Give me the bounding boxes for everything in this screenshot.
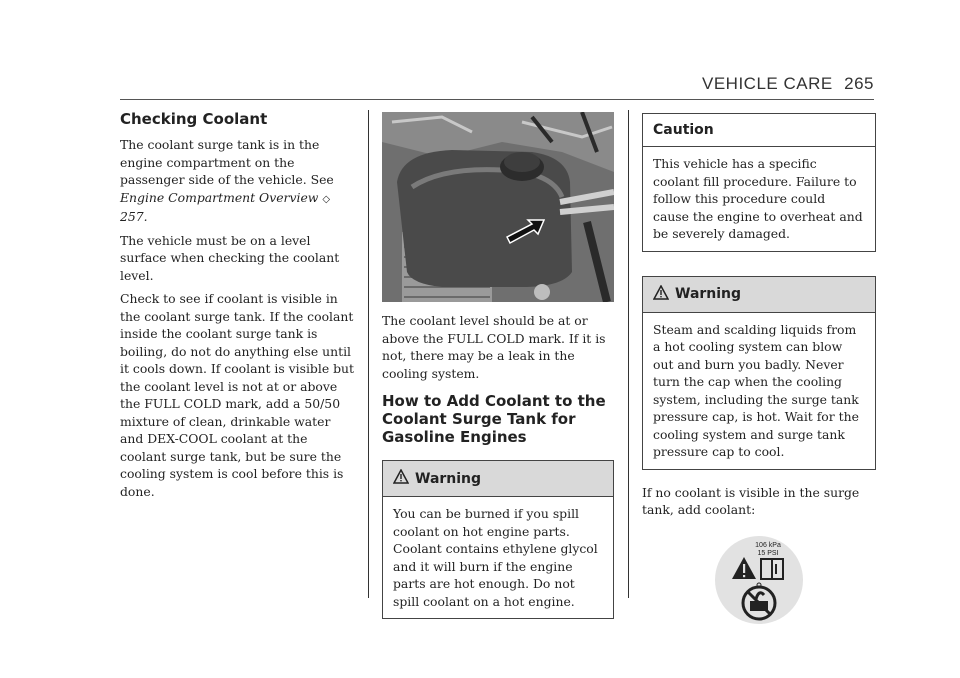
paragraph-check-coolant: Check to see if coolant is visible in the coolant surge tank. If the coolant inside the coolant surge tank is boiling, do not do anything else until it cools down. If coolant is visible but the coolant level is not at or above the FULL COLD mark, add a 50/50 mixture of clean, drinkable water and DEX-COOL coolant at the coolant surge tank, but be sure the cooling system is cool before this is done. [120,291,354,499]
photo-caption: The coolant level should be at or above the FULL COLD mark. If it is not, there may be a leak in the cooling system. [382,313,606,381]
caution-title: Caution [653,122,714,138]
column-3 [642,110,876,625]
column-1 [120,110,354,506]
pressure-cap-label-image [714,535,804,625]
section-title: VEHICLE CARE [702,74,833,93]
cap-label-psi: 15 PSI [757,549,779,557]
warning-title: Warning [675,286,742,302]
warning-box-header [643,277,875,313]
warning-box-header [383,461,613,497]
column-divider-1 [368,110,369,598]
warning-triangle-icon [393,469,409,488]
paragraph-level-surface: The vehicle must be on a level surface when checking the coolant level. [120,232,340,283]
engine-compartment-link[interactable]: Engine Compartment Overview [120,189,319,205]
paragraph-surge-tank-location: The coolant surge tank is in the engine compartment on the passenger side of the vehicle. See Engine Compartment Overview ◇ 257. [120,137,334,224]
caution-body: This vehicle has a specific coolant fill procedure. Failure to follow this procedure could cause the engine to overheat and be severely damaged. [653,156,863,241]
warning-body: Steam and scalding liquids from a hot cooling system can blow out and burn you badly. Never turn the cap when the cooling system, including the surge tank pressure cap, is hot. Wait for the cooling system and surge tank pressure cap to cool. [653,321,859,459]
caution-box [642,113,876,252]
checking-coolant-heading: Checking Coolant [120,110,268,128]
warning-box-burn [382,460,614,619]
warning-triangle-icon [653,285,669,304]
column-2 [382,110,614,627]
header-rule [120,99,874,100]
warning-title: Warning [415,470,482,487]
add-coolant-instruction: If no coolant is visible in the surge tank, add coolant: [642,484,860,517]
coolant-tank-photo [382,112,614,302]
add-coolant-heading: How to Add Coolant to the Coolant Surge Tank for Gasoline Engines [382,392,606,446]
cap-label-kpa: 106 kPa [755,541,781,549]
page-ref-number[interactable]: 257. [120,209,148,224]
warning-body: You can be burned if you spill coolant on hot engine parts. Coolant contains ethylene glycol and it will burn if the engine parts are hot enough. Do not spill coolant on a hot engine. [393,506,598,609]
column-divider-2 [628,110,629,598]
caution-box-header [643,114,875,147]
warning-box-steam [642,276,876,470]
page-ref-icon: ◇ [322,193,331,205]
page-number: 265 [844,74,874,93]
